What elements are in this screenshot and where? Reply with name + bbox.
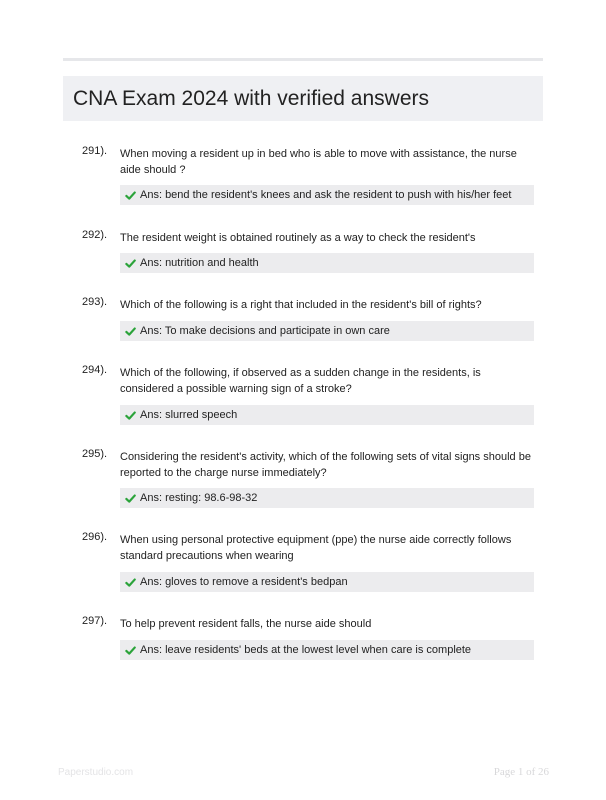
answer-text: Ans: To make decisions and participate in own care [140,325,390,337]
question-number: 293). [82,296,108,308]
question-text: The resident weight is obtained routinely as a way to check the resident's [120,232,476,244]
check-icon [125,493,136,504]
question-text: When using personal protective equipment (ppe) the nurse aide correctly follows standard precautions when wearing [120,534,512,562]
check-icon [125,410,136,421]
answer-box [120,572,534,592]
top-divider [63,58,543,61]
question-number: 296). [82,531,108,543]
page-number: Page 1 of 26 [493,766,549,778]
check-icon [125,577,136,588]
answer-box [120,321,534,341]
question-text: Considering the resident's activity, which of the following sets of vital signs should be reported to the charge nurse immediately? [120,451,531,479]
question-number: 291). [82,145,108,157]
answer-text: Ans: gloves to remove a resident's bedpan [140,576,348,588]
question-text: When moving a resident up in bed who is able to move with assistance, the nurse aide should ? [120,148,517,176]
answer-box [120,185,534,205]
question-number: 292). [82,229,108,241]
question-number: 295). [82,448,108,460]
title-banner [63,76,543,121]
answer-text: Ans: slurred speech [140,409,238,421]
page-title: CNA Exam 2024 with verified answers [73,86,429,110]
question-number: 297). [82,615,108,627]
answer-box [120,640,534,660]
check-icon [125,190,136,201]
answer-box [120,488,534,508]
check-icon [125,645,136,656]
answer-text: Ans: bend the resident's knees and ask the resident to push with his/her feet [140,189,512,201]
answer-box [120,253,534,273]
footer-watermark: Paperstudio.com [58,767,134,778]
question-text: Which of the following, if observed as a sudden change in the residents, is considered a possible warning sign of a stroke? [120,367,481,395]
question-number: 294). [82,364,108,376]
answer-text: Ans: nutrition and health [140,257,259,269]
check-icon [125,258,136,269]
question-text: To help prevent resident falls, the nurse aide should [120,618,372,630]
check-icon [125,326,136,337]
answer-text: Ans: leave residents' beds at the lowest level when care is complete [140,644,472,656]
answer-text: Ans: resting: 98.6-98-32 [140,492,258,504]
question-text: Which of the following is a right that included in the resident's bill of rights? [120,299,482,311]
answer-box [120,405,534,425]
